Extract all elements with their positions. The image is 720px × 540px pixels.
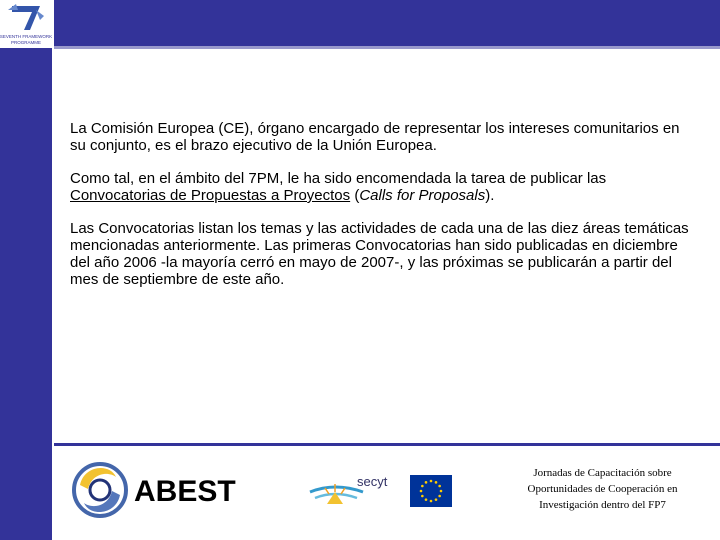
eu-star: [430, 500, 433, 503]
footer-line-3: Investigación dentro del FP7: [539, 499, 666, 511]
header-divider: [54, 46, 720, 49]
eu-star: [438, 485, 441, 488]
eu-star: [421, 485, 424, 488]
abest-wordmark: ABEST: [134, 475, 236, 508]
paragraph-1-text: La Comisión Europea (CE), órgano encargado de representar los intereses comunitarios en su conjunto, es el brazo ejecutivo de la Unión Europea.: [70, 120, 680, 154]
paragraph-3-text: Las Convocatorias listan los temas y las actividades de cada una de las diez áreas temáticas mencionadas anteriormente. Las primeras Convocatorias han sido publicadas en diciembre del año 2006 -la mayoría cerró en mayo de 2007-, y las próximas se publicarán a partir del mes de septiembre de este año.: [70, 220, 689, 288]
eu-flag-graphic: [410, 475, 452, 507]
eu-flag: [410, 475, 452, 507]
footer-caption: [505, 465, 700, 513]
footer-line-1: Jornadas de Capacitación sobre: [533, 467, 672, 479]
eu-star: [435, 481, 438, 484]
main-content: [70, 120, 690, 304]
eu-star: [435, 498, 438, 501]
footer-line-2: Oportunidades de Cooperación en: [527, 483, 678, 495]
paragraph-1: [70, 120, 690, 154]
abest-logo-graphic: [70, 455, 250, 525]
eu-star: [425, 481, 428, 484]
paragraph-3: [70, 220, 690, 288]
fp7-logo-graphic: [0, 0, 52, 48]
eu-star: [421, 495, 424, 498]
paragraph-2-middle: (: [350, 187, 360, 204]
left-sidebar: [0, 0, 52, 540]
fp7-logo-text-2: PROGRAMME: [10, 40, 42, 45]
abest-logo: [70, 455, 250, 525]
paragraph-2-prefix: Como tal, en el ámbito del 7PM, le ha sido encomendada la tarea de publicar las: [70, 170, 607, 187]
eu-star: [430, 480, 433, 483]
paragraph-2: [70, 170, 690, 204]
eu-star: [425, 498, 428, 501]
secyt-wordmark: secyt: [357, 474, 388, 489]
fp7-logo: [0, 0, 54, 48]
secyt-logo-graphic: [305, 470, 405, 510]
header-bar: [54, 0, 720, 46]
calls-for-proposals-text: Calls for Proposals: [359, 187, 486, 204]
paragraph-2-suffix: ).: [485, 187, 495, 204]
eu-star: [440, 490, 443, 493]
eu-star: [420, 490, 423, 493]
secyt-logo: [305, 470, 405, 510]
fp7-logo-text-1: SEVENTH FRAMEWORK: [0, 34, 52, 39]
eu-star: [438, 495, 441, 498]
convocatorias-link[interactable]: Convocatorias de Propuestas a Proyectos: [70, 187, 351, 204]
